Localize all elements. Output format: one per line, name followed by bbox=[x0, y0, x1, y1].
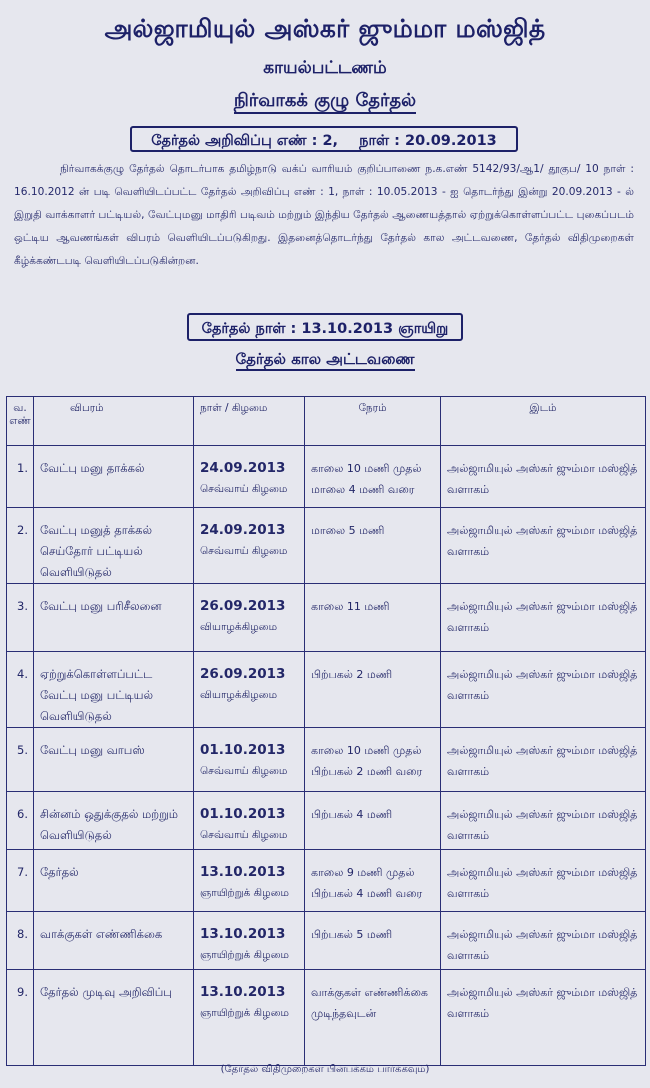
row-detail: தேர்தல் bbox=[40, 865, 79, 879]
row-day: செவ்வாய் கிழமை bbox=[200, 765, 288, 777]
table-header-row bbox=[7, 397, 646, 446]
row-date: 26.09.2013 bbox=[200, 666, 286, 682]
row-place: அல்ஜாமியுல் அஸ்கர் ஜும்மா மஸ்ஜித் வளாகம் bbox=[447, 744, 638, 778]
row-date: 24.09.2013 bbox=[200, 460, 286, 476]
row-detail: வேட்பு மனு பரிசீலனை bbox=[40, 599, 162, 613]
row-no: 6. bbox=[17, 807, 28, 821]
row-date: 01.10.2013 bbox=[200, 806, 286, 822]
row-day: செவ்வாய் கிழமை bbox=[200, 829, 288, 841]
row-date: 13.10.2013 bbox=[200, 984, 286, 1000]
row-detail: தேர்தல் முடிவு அறிவிப்பு bbox=[40, 985, 172, 999]
row-day: செவ்வாய் கிழமை bbox=[200, 545, 288, 557]
table-row bbox=[7, 970, 646, 1066]
row-time: காலை 11 மணி bbox=[311, 600, 390, 613]
row-place: அல்ஜாமியுல் அஸ்கர் ஜும்மா மஸ்ஜித் வளாகம் bbox=[447, 524, 638, 558]
schedule-title bbox=[0, 350, 650, 370]
row-place: அல்ஜாமியுல் அஸ்கர் ஜும்மா மஸ்ஜித் வளாகம் bbox=[447, 928, 638, 962]
row-day: வியாழக்கிழமை bbox=[200, 689, 278, 701]
row-no: 9. bbox=[17, 985, 28, 999]
row-time: வாக்குகள் எண்ணிக்கை முடிந்தவுடன் bbox=[311, 986, 428, 1020]
row-detail: ஏற்றுக்கொள்ளப்பட்ட வேட்பு மனு பட்டியல் வெளியிடுதல் bbox=[40, 667, 154, 723]
row-detail: சின்னம் ஒதுக்குதல் மற்றும் வெளியிடுதல் bbox=[40, 807, 178, 842]
row-place: அல்ஜாமியுல் அஸ்கர் ஜும்மா மஸ்ஜித் வளாகம் bbox=[447, 668, 638, 702]
row-place: அல்ஜாமியுல் அஸ்கர் ஜும்மா மஸ்ஜித் வளாகம் bbox=[447, 986, 638, 1020]
header-place: இடம் bbox=[441, 397, 646, 446]
row-no: 7. bbox=[17, 865, 28, 879]
schedule-title-text: தேர்தல் கால அட்டவணை bbox=[236, 350, 415, 371]
row-date: 24.09.2013 bbox=[200, 522, 286, 538]
table-row bbox=[7, 652, 646, 728]
table-row bbox=[7, 446, 646, 508]
row-day: வியாழக்கிழமை bbox=[200, 621, 278, 633]
row-time: பிற்பகல் 2 மணி bbox=[311, 668, 393, 681]
row-no: 3. bbox=[17, 599, 28, 613]
notice-number-box bbox=[130, 126, 518, 152]
row-day: ஞாயிற்றுக் கிழமை bbox=[200, 1007, 289, 1019]
row-no: 5. bbox=[17, 743, 28, 757]
row-detail: வாக்குகள் எண்ணிக்கை bbox=[40, 927, 163, 941]
row-date: 01.10.2013 bbox=[200, 742, 286, 758]
row-time: காலை 10 மணி முதல் பிற்பகல் 2 மணி வரை bbox=[311, 744, 423, 778]
row-place: அல்ஜாமியுல் அஸ்கர் ஜும்மா மஸ்ஜித் வளாகம் bbox=[447, 600, 638, 634]
table-row bbox=[7, 728, 646, 792]
header-time: நேரம் bbox=[305, 397, 441, 446]
election-day-box: தேர்தல் நாள் : 13.10.2013 ஞாயிறு bbox=[187, 313, 463, 341]
row-date: 13.10.2013 bbox=[200, 926, 286, 942]
table-row bbox=[7, 850, 646, 912]
row-date: 13.10.2013 bbox=[200, 864, 286, 880]
row-day: ஞாயிற்றுக் கிழமை bbox=[200, 949, 289, 961]
notice-number-value: 2, bbox=[322, 133, 339, 149]
header-detail: விபரம் bbox=[34, 397, 194, 446]
mosque-name: அல்ஜாமியுல் அஸ்கர் ஜும்மா மஸ்ஜித் bbox=[104, 14, 546, 43]
footer-note: (தேர்தல் விதிமுறைகள் பின்பக்கம் பார்க்கவும்) bbox=[220, 1064, 430, 1075]
row-no: 4. bbox=[17, 667, 28, 681]
header-no: வ. எண் bbox=[7, 397, 34, 446]
election-title bbox=[0, 90, 650, 113]
table-row bbox=[7, 912, 646, 970]
row-day: ஞாயிற்றுக் கிழமை bbox=[200, 887, 289, 899]
row-detail: வேட்பு மனு தாக்கல் bbox=[40, 461, 145, 475]
notice-number-label: தேர்தல் அறிவிப்பு எண் : bbox=[151, 133, 318, 149]
row-date: 26.09.2013 bbox=[200, 598, 286, 614]
row-day: செவ்வாய் கிழமை bbox=[200, 483, 288, 495]
notice-paragraph: நிர்வாகக்குழு தேர்தல் தொடர்பாக தமிழ்நாடு வக்ப் வாரியம் குறிப்பாணை ந.க.எண் 5142/93/ஆ1/ தூகுப/ 10 நாள் : 16.10.2012 ன் படி வெளியிடப்பட்ட தேர்தல் அறிவிப்பு எண் : 1, நாள் : 10.05.2013 - ஐ தொடர்ந்து இன்று 20.09.2013 - ல் இறுதி வாக்காளர் பட்டியல், வேட்புமனு மாதிரி படிவம் மற்றும் இந்திய தேர்தல் ஆணையத்தால் ஏற்றுக்கொள்ளப்பட்ட புகைப்படம் ஒட்டிய ஆவணங்கள் விபரம் வெளியிடப்படுகிறது. இதனைத்தொடர்ந்து தேர்தல் கால அட்டவணை, தேர்தல் விதிமுறைகள் கீழ்க்கண்டபடி வெளியிடப்படுகின்றன. bbox=[14, 163, 634, 267]
row-time: காலை 9 மணி முதல் பிற்பகல் 4 மணி வரை bbox=[311, 866, 423, 900]
table-row bbox=[7, 792, 646, 850]
row-time: காலை 10 மணி முதல் மாலை 4 மணி வரை bbox=[311, 462, 422, 496]
row-no: 8. bbox=[17, 927, 28, 941]
table-row bbox=[7, 508, 646, 584]
election-title-text: நிர்வாகக் குழு தேர்தல் bbox=[234, 90, 416, 114]
row-detail: வேட்பு மனுத் தாக்கல் செய்தோர் பட்டியல் வெளியிடுதல் bbox=[40, 523, 153, 579]
schedule-table bbox=[6, 396, 646, 1066]
row-time: பிற்பகல் 4 மணி bbox=[311, 808, 393, 821]
table-row bbox=[7, 584, 646, 652]
notice-date-value: 20.09.2013 bbox=[405, 133, 497, 149]
row-place: அல்ஜாமியுல் அஸ்கர் ஜும்மா மஸ்ஜித் வளாகம் bbox=[447, 462, 638, 496]
row-time: மாலை 5 மணி bbox=[311, 524, 385, 537]
row-place: அல்ஜாமியுல் அஸ்கர் ஜும்மா மஸ்ஜித் வளாகம் bbox=[447, 866, 638, 900]
row-no: 1. bbox=[17, 461, 28, 475]
town-name: காயல்பட்டணம் bbox=[263, 58, 387, 78]
row-time: பிற்பகல் 5 மணி bbox=[311, 928, 393, 941]
schedule-rows bbox=[7, 446, 646, 1066]
header-date: நாள் / கிழமை bbox=[194, 397, 305, 446]
notice-date-label: நாள் : bbox=[359, 133, 400, 149]
row-place: அல்ஜாமியுல் அஸ்கர் ஜும்மா மஸ்ஜித் வளாகம் bbox=[447, 808, 638, 842]
row-detail: வேட்பு மனு வாபஸ் bbox=[40, 743, 145, 757]
row-no: 2. bbox=[17, 523, 28, 537]
